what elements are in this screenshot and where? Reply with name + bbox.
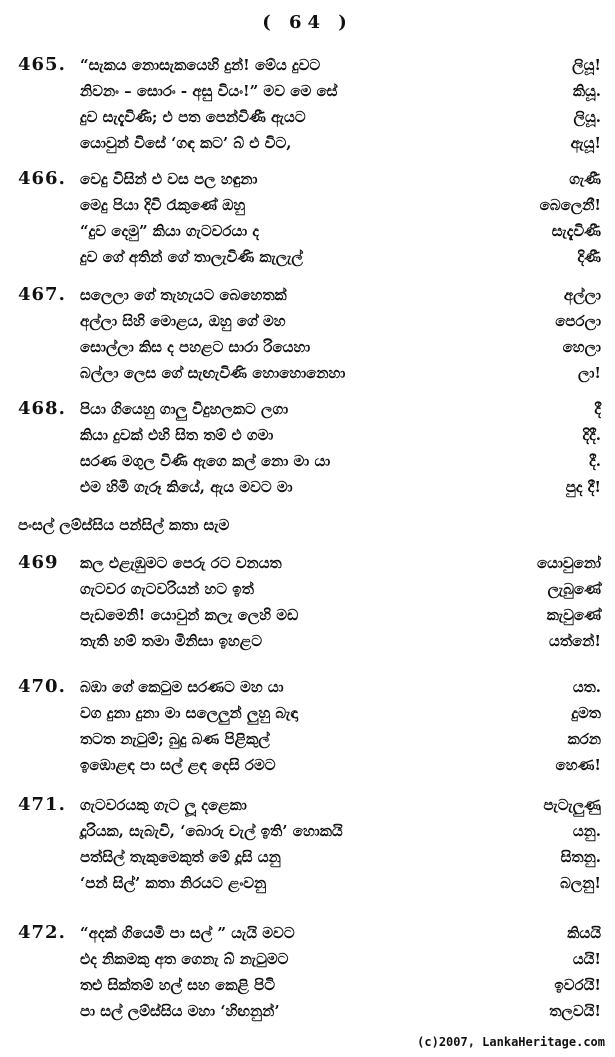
rhyme-word: කැවුණේ — [546, 606, 601, 624]
verse-line — [0, 702, 615, 728]
stanza-number: 472. — [18, 922, 66, 943]
stanza-number: 465. — [18, 54, 66, 75]
stanza-471 — [0, 794, 615, 898]
rhyme-word: දී. — [589, 452, 601, 470]
rhyme-word: දුමත — [571, 704, 601, 722]
stanza-number: 467. — [18, 284, 66, 305]
rhyme-word: සැදැවිණී — [551, 222, 601, 240]
verse-line — [0, 398, 615, 424]
verse-text: සලෙලා ගේ තැහැයට බෙහෙතක් — [80, 286, 287, 304]
verse-line — [0, 132, 615, 158]
verse-line — [0, 872, 615, 898]
verse-text: ඉඹොළඳ පා සල් ළඳ දෙසි රමට — [80, 756, 276, 774]
page-number: ( 64 ) — [262, 12, 353, 33]
rhyme-word: පෙරලා — [555, 312, 601, 330]
rhyme-word: දී — [594, 400, 601, 418]
rhyme-word: බෙලෙනී! — [539, 196, 601, 214]
stanza-number: 468. — [18, 398, 66, 419]
verse-text: තැති හම් තමා මිනිසා ඉහළට — [80, 632, 263, 650]
rhyme-word: හෙණ! — [555, 756, 601, 774]
verse-text: වෙදු විසින් එ වස පල හඳුනා — [80, 170, 258, 188]
verse-line — [0, 246, 615, 272]
verse-line — [0, 846, 615, 872]
verse-text: ගැටවර ගැටවරියන් හට ඉත් — [80, 580, 254, 598]
verse-text: දුව ගේ අතින් ගේ තාලැවිණි කැලැල් — [80, 248, 303, 266]
verse-line — [0, 220, 615, 246]
verse-text: පා සල් ලම්ස්සිය මහා ‘හිඟනුන්’ — [80, 1002, 280, 1020]
rhyme-word: පුද දී! — [565, 478, 601, 496]
rhyme-word: යත. — [572, 678, 601, 696]
stanza-467 — [0, 284, 615, 388]
verse-text: එම හිමි ගැරූ කියේ, ඇය මවට මා — [80, 478, 293, 496]
verse-text: “අදක් ගියෙමි පා සල් ” යැයි මවට — [80, 924, 295, 942]
verse-text: අල්ලා සිහි මොළය, ඔහු ගේ මහ — [80, 312, 286, 330]
rhyme-word: යනු. — [572, 822, 601, 840]
rhyme-word: පැටැලුණු — [543, 796, 601, 814]
verse-line — [0, 820, 615, 846]
verse-line — [0, 1000, 615, 1026]
verse-text: සරණ මගුල විණි ඇගෙ කල් නො මා යා — [80, 452, 331, 470]
stanza-469 — [0, 552, 615, 656]
section-heading: පංසල් ලම්ස්සිය පන්සිල් කතා සැම — [18, 516, 230, 534]
rhyme-word: කරන — [567, 730, 601, 748]
verse-text: පත්සිල් තැකුමෙකුත් මේ දූසි යනු — [80, 848, 281, 866]
verse-text: යොවුන් විසේ ‘ගඳ කට’ බ් එ විට, — [80, 134, 292, 152]
verse-text: තටත නැටුම්; බුදු බණ පිළිකුල් — [80, 730, 270, 748]
verse-line — [0, 578, 615, 604]
rhyme-word: සිතනු. — [560, 848, 601, 866]
rhyme-word: ලා! — [578, 364, 601, 382]
stanza-number: 469 — [18, 552, 59, 573]
verse-text: ගැටවරයකු ගැට ලූ දළෙකා — [80, 796, 247, 814]
rhyme-word: යයි! — [572, 950, 601, 968]
rhyme-word: හෙලා — [562, 338, 601, 356]
verse-text: බල්ලා ලෙස ගේ සැඟැවිණි හොහොනෙහා — [80, 364, 346, 382]
stanza-468 — [0, 398, 615, 502]
rhyme-word: තලවයි! — [549, 1002, 601, 1020]
verse-text: දූරියක, සැබැවි, ‘බොරු චැල් ඉති’ හොකයි — [80, 822, 343, 840]
stanza-465 — [0, 54, 615, 158]
stanza-number: 471. — [18, 794, 66, 815]
verse-text: “සැකය නොසැකයෙහි දුන්! මේය දුවට — [80, 56, 321, 74]
stanza-466 — [0, 168, 615, 272]
verse-text: කියා දුවක් එහි සිත තම් එ ගමා — [80, 426, 274, 444]
verse-text: දුව සැදැවිණි; එ පත පෙන්විණී ඇයට — [80, 108, 306, 126]
rhyme-word: ලැබුණේ — [547, 580, 601, 598]
verse-line — [0, 754, 615, 780]
verse-line — [0, 310, 615, 336]
verse-line — [0, 974, 615, 1000]
verse-line — [0, 604, 615, 630]
verse-text: “දුව දෙමු” කියා ගැටවරයා ද — [80, 222, 260, 240]
verse-text: වග දුනා දුනා මා සලෙලුන් ලුහු බැඳා — [80, 704, 298, 722]
verse-line — [0, 284, 615, 310]
rhyme-word: ලියූ. — [573, 108, 601, 126]
verse-text: සොල්ලා කිස ද පහළට සාරා රියෙහා — [80, 338, 311, 356]
rhyme-word: ලියූ! — [572, 56, 601, 74]
rhyme-word: ඇයූ! — [570, 134, 601, 152]
verse-text: නිවනං – සොරං - අසු වියං!” මව මෙ සේ — [80, 82, 338, 100]
verse-line — [0, 552, 615, 578]
verse-line — [0, 168, 615, 194]
verse-line — [0, 676, 615, 702]
rhyme-word: යොවුනෝ — [536, 554, 601, 572]
stanza-472 — [0, 922, 615, 1026]
verse-line — [0, 80, 615, 106]
verse-line — [0, 794, 615, 820]
rhyme-word: අල්ලා — [563, 286, 601, 304]
copyright-footer: (c)2007, LankaHeritage.com — [417, 1035, 605, 1049]
verse-line — [0, 106, 615, 132]
verse-text: ‘පන් සිල්’ කතා නිරයට ළංවනු — [80, 874, 267, 892]
verse-line — [0, 728, 615, 754]
verse-text: පියා ගියෙහු ගාලු විදුහලකට ලගා — [80, 400, 289, 418]
verse-line — [0, 54, 615, 80]
verse-line — [0, 424, 615, 450]
verse-text: මෙදු පියා දිවි රැකුණේ ඔහු — [80, 196, 246, 214]
stanza-number: 466. — [18, 168, 66, 189]
rhyme-word: දිදී. — [582, 426, 601, 444]
rhyme-word: ඉවරයි! — [554, 976, 601, 994]
rhyme-word: කියයි — [567, 924, 601, 942]
rhyme-word: යත්නේ! — [549, 632, 601, 650]
verse-line — [0, 450, 615, 476]
stanza-number: 470. — [18, 676, 66, 697]
verse-line — [0, 336, 615, 362]
verse-text: එද නිකමකු අත ගෙනැ බ් නැටුමට — [80, 950, 289, 968]
verse-line — [0, 948, 615, 974]
verse-line — [0, 630, 615, 656]
rhyme-word: දිණී — [577, 248, 601, 266]
verse-text: කල එළැඹුමට පෙරු රට වනයත — [80, 554, 282, 572]
verse-text: තළු සික්තම් හල් සහ කෙළි පිටි — [80, 976, 275, 994]
rhyme-word: බලනු! — [560, 874, 601, 892]
verse-line — [0, 362, 615, 388]
rhyme-word: ගැණී — [569, 170, 601, 188]
rhyme-word: කියූ. — [572, 82, 601, 100]
verse-line — [0, 476, 615, 502]
verse-line — [0, 194, 615, 220]
verse-text: පැඩමෙනි! යොවුන් කලැ ලෙහි මඩ — [80, 606, 299, 624]
verse-text: බඹා ගේ කෙටුම සරණට මහ යා — [80, 678, 284, 696]
verse-line — [0, 922, 615, 948]
stanza-470 — [0, 676, 615, 780]
